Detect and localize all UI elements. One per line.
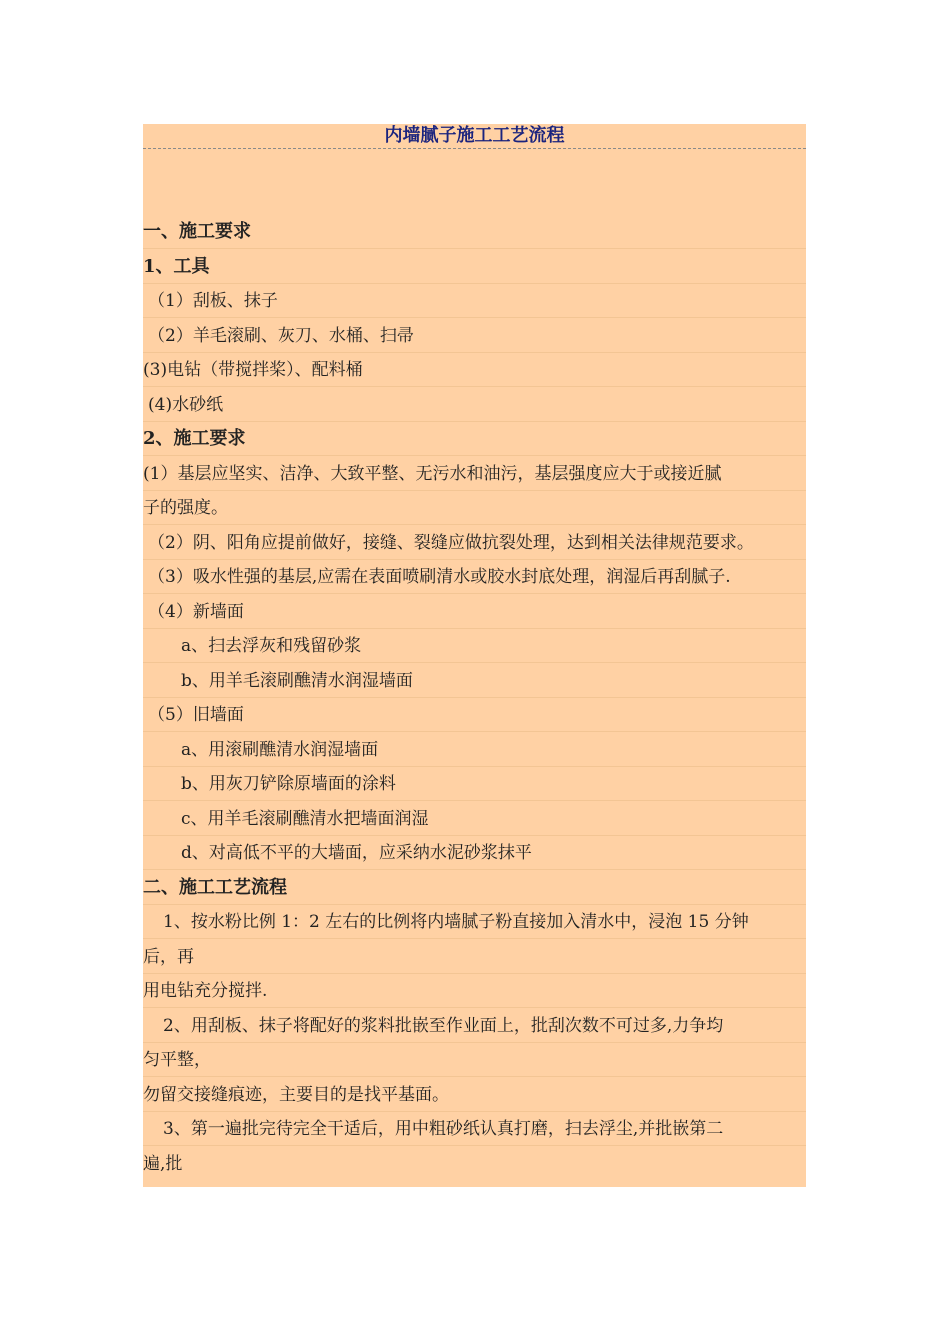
- body-line: (4)水砂纸: [143, 388, 806, 422]
- body-line: 子的强度。: [143, 491, 806, 525]
- body-line: 二、施工工艺流程: [143, 871, 806, 905]
- body-line: d、对高低不平的大墙面，应采纳水泥砂浆抹平: [143, 836, 806, 870]
- body-line: c、用羊毛滚刷醮清水把墙面润湿: [143, 802, 806, 836]
- document-block: [143, 124, 806, 1187]
- body-line: （5）旧墙面: [143, 698, 806, 732]
- body-line: b、用羊毛滚刷醮清水润湿墙面: [143, 664, 806, 698]
- document-title-text: 内墙腻子施工工艺流程: [381, 125, 569, 146]
- body-line: 1、工具: [143, 250, 806, 284]
- body-line: （3）吸水性强的基层,应需在表面喷刷清水或胶水封底处理，润湿后再刮腻子.: [143, 560, 806, 594]
- document-title: [143, 124, 806, 148]
- body-line: 用电钻充分搅拌.: [143, 974, 806, 1008]
- body-line: （2）阴、阳角应提前做好，接缝、裂缝应做抗裂处理，达到相关法律规范要求。: [143, 526, 806, 560]
- title-dashed-rule: [143, 148, 806, 149]
- body-line: 匀平整，: [143, 1043, 806, 1077]
- body-line: （1）刮板、抹子: [143, 284, 806, 318]
- body-line: 勿留交接缝痕迹，主要目的是找平基面。: [143, 1078, 806, 1112]
- body-line: 2、施工要求: [143, 422, 806, 456]
- body-line: 后，再: [143, 940, 806, 974]
- body-line: b、用灰刀铲除原墙面的涂料: [143, 767, 806, 801]
- body-line: (1）基层应坚实、洁净、大致平整、无污水和油污，基层强度应大于或接近腻: [143, 457, 806, 491]
- body-line: a、用滚刷醮清水润湿墙面: [143, 733, 806, 767]
- body-line: （2）羊毛滚刷、灰刀、水桶、扫帚: [143, 319, 806, 353]
- body-line: 一、施工要求: [143, 215, 806, 249]
- body-line: 遍,批: [143, 1153, 183, 1174]
- body-line: 2、用刮板、抹子将配好的浆料批嵌至作业面上，批刮次数不可过多,力争均: [143, 1009, 806, 1043]
- body-line: （4）新墙面: [143, 595, 806, 629]
- body-line: a、扫去浮灰和残留砂浆: [143, 629, 806, 663]
- body-line: 3、第一遍批完待完全干适后，用中粗砂纸认真打磨，扫去浮尘,并批嵌第二: [143, 1112, 806, 1146]
- body-line: 1、按水粉比例 1：2 左右的比例将内墙腻子粉直接加入清水中，浸泡 15 分钟: [143, 905, 806, 939]
- body-line: (3)电钻（带搅拌桨）、配料桶: [143, 353, 806, 387]
